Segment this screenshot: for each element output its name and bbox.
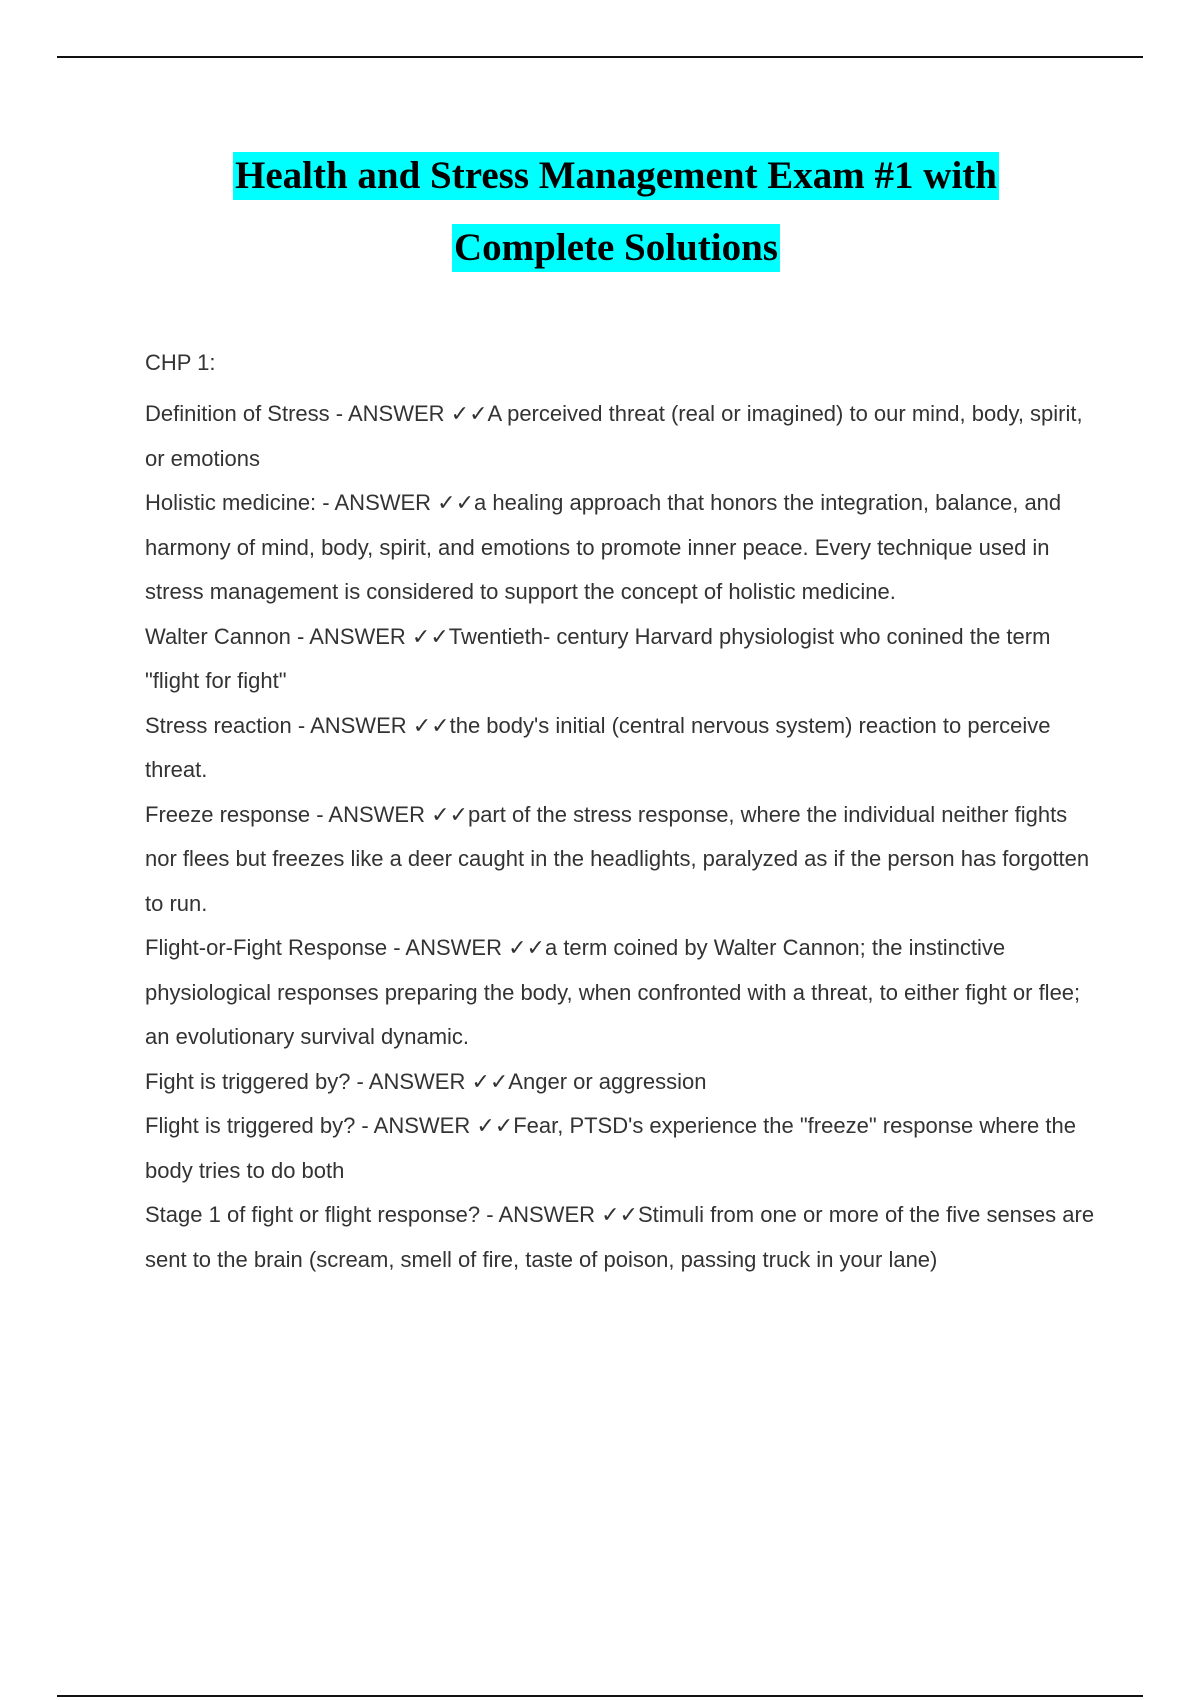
qa-item-holistic-medicine: Holistic medicine: - ANSWER ✓✓a healing approach that honors the integration, balance, and harmony of mind, body, spirit, and emotions to promote inner peace. Every technique used in stress management is considered to support the concept of holistic medicine. — [145, 490, 1062, 604]
header-rule — [57, 56, 1143, 58]
qa-item-freeze-response: Freeze response - ANSWER ✓✓part of the stress response, where the individual neither fights nor flees but freezes like a deer caught in the headlights, paralyzed as if the person has forgotten to run. — [145, 801, 1090, 916]
qa-item-flight-or-fight: Flight-or-Fight Response - ANSWER ✓✓a term coined by Walter Cannon; the instinctive physiological responses preparing the body, when confronted with a threat, to either fight or flee; an evolutionary survival dynamic. — [145, 935, 1081, 1049]
qa-item-flight-trigger: Flight is triggered by? - ANSWER ✓✓Fear, PTSD's experience the "freeze" response where the body tries to do both — [145, 1113, 1076, 1183]
footer-rule — [57, 1695, 1143, 1697]
document-title — [100, 140, 1132, 284]
qa-item-stress-reaction: Stress reaction - ANSWER ✓✓the body's initial (central nervous system) reaction to perceive threat. — [145, 712, 1051, 782]
qa-item-stage-1: Stage 1 of fight or flight response? - ANSWER ✓✓Stimuli from one or more of the five senses are sent to the brain (scream, smell of fire, taste of poison, passing truck in your lane) — [145, 1202, 1095, 1272]
qa-item-fight-trigger: Fight is triggered by? - ANSWER ✓✓Anger or aggression — [145, 1068, 707, 1094]
title-line-2: Complete Solutions — [452, 224, 780, 272]
document-body — [145, 348, 1105, 1282]
qa-item-definition-of-stress: Definition of Stress - ANSWER ✓✓A perceived threat (real or imagined) to our mind, body, spirit, or emotions — [145, 401, 1083, 471]
qa-item-walter-cannon: Walter Cannon - ANSWER ✓✓Twentieth- century Harvard physiologist who conined the term "flight for fight" — [145, 623, 1051, 693]
chapter-heading: CHP 1: — [145, 350, 216, 375]
title-line-1: Health and Stress Management Exam #1 with — [233, 152, 999, 200]
